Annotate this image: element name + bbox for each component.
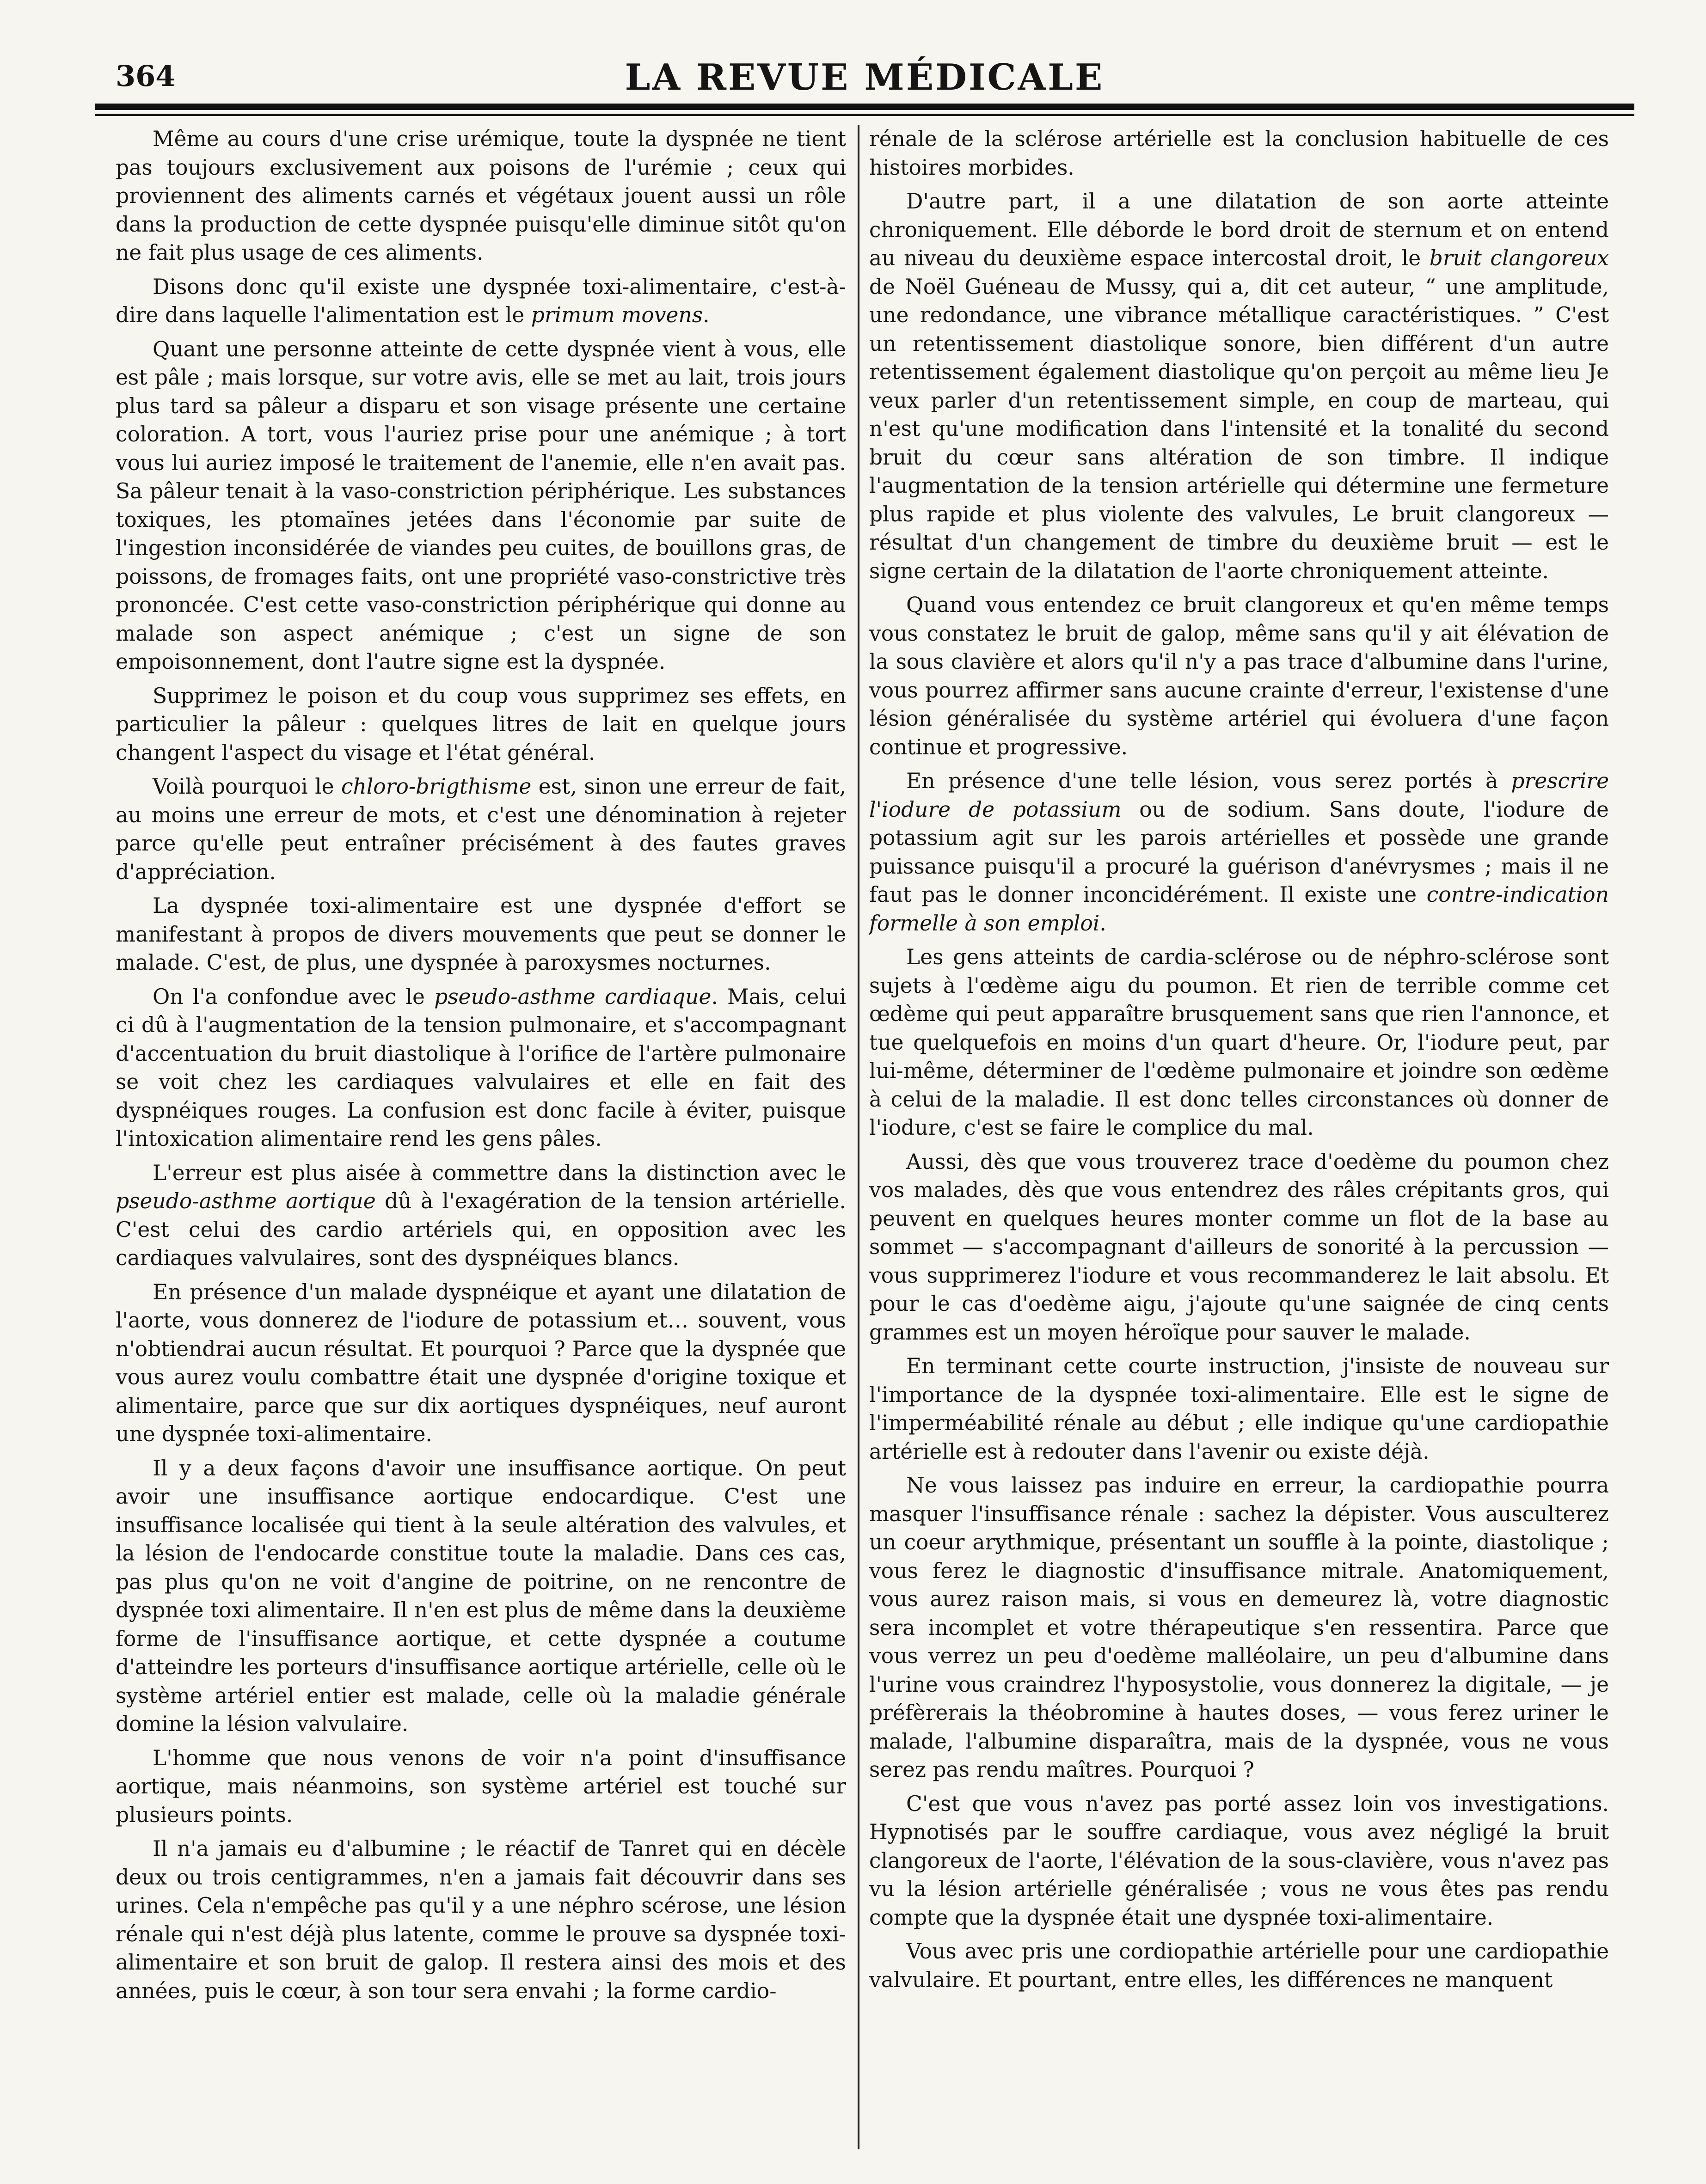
paragraph bbox=[116, 125, 846, 267]
text-run: rénale de la sclérose artérielle est la conclusion habituelle de ces histoires morbides. bbox=[869, 127, 1609, 180]
paragraph bbox=[116, 772, 846, 886]
header-rule-thick bbox=[95, 104, 1634, 110]
paragraph bbox=[869, 1471, 1609, 1784]
text-run: Il n'a jamais eu d'albumine ; le réactif de Tanret qui en décèle deux ou trois centigrammes, n'en a jamais fait découvrir dans ses urines. Cela n'empêche pas qu'il y a une néphro scérose, une lésion rénale qui n'est déjà plus latente, comme le prouve sa dyspnée toxi-alimentaire et son bruit de galop. Il restera ainsi des mois et des années, puis le cœur, à son tour sera envahi ; la forme cardio- bbox=[116, 1836, 846, 2003]
text-run: Supprimez le poison et du coup vous supprimez ses effets, en particulier la pâleur : quelques litres de lait en quelque jours changent l'aspect du visage et l'état général. bbox=[116, 683, 846, 765]
journal-title: LA REVUE MÉDICALE bbox=[625, 56, 1105, 98]
paragraph bbox=[869, 767, 1609, 937]
text-run: Quand vous entendez ce bruit clangoreux et qu'en même temps vous constatez le bruit de galop, même sans qu'il y ait élévation de la sous clavière et alors qu'il n'y a pas trace d'albumine dans l'urine, vous pourrez affirmer sans aucune crainte d'erreur, l'existense d'une lésion généralisée du système artériel qui évoluera d'une façon continue et progressive. bbox=[869, 593, 1609, 759]
paragraph bbox=[869, 125, 1609, 182]
italic-text: contre-indication formelle à son emploi bbox=[869, 882, 1609, 936]
text-run: Les gens atteints de cardia-sclérose ou de néphro-sclérose sont sujets à l'œdème aigu du poumon. Et rien de terrible comme cet œdème qui peut apparaître brusquement sans que rien l'annonce, et tue quelquefois en moins d'un quart d'heure. Or, l'iodure peut, par lui-même, déterminer de l'œdème pulmonaire et joindre son œdème à celui de la maladie. Il est donc telles circonstances où donner de l'iodure, c'est se faire le complice du mal. bbox=[869, 945, 1609, 1140]
paragraph bbox=[116, 892, 846, 977]
paragraph bbox=[116, 335, 846, 676]
text-run: L'homme que nous venons de voir n'a point d'insuffisance aortique, mais néanmoins, son système artériel est touché sur plusieurs points. bbox=[116, 1745, 846, 1827]
column-divider bbox=[858, 125, 859, 2149]
header-rule-thin bbox=[95, 114, 1634, 116]
text-run: L'erreur est plus aisée à commettre dans la distinction avec le bbox=[153, 1160, 846, 1185]
paragraph bbox=[116, 1835, 846, 2005]
text-run: de Noël Guéneau de Mussy, qui a, dit cet auteur, “ une amplitude, une redondance, une vibrance métallique caractéristiques. ” C'est un retentissement diastolique sonore, bien différent d'un autre retentissement également diastolique qu'on perçoit au même lieu Je veux parler d'un retentissement simple, en coup de marteau, qui n'est qu'une modification dans l'intensité et la tonalité du second bruit du cœur sans altération de son timbre. Il indique l'augmentation de la tension artérielle qui détermine une fermeture plus rapide et plus violente des valvules, Le bruit clangoreux — résultat d'un changement de timbre du deuxième bruit — est le signe certain de la dilatation de l'aorte chroniquement atteinte. bbox=[869, 274, 1609, 583]
right-column bbox=[869, 125, 1609, 2163]
text-run: Quant une personne atteinte de cette dyspnée vient à vous, elle est pâle ; mais lorsque, sur votre avis, elle se met au lait, trois jours plus tard sa pâleur a disparu et son visage présente une certaine coloration. A tort, vous l'auriez prise pour une anémique ; à tort vous lui auriez imposé le traitement de l'anemie, elle n'en avait pas. Sa pâleur tenait à la vaso-constriction périphérique. Les substances toxiques, les ptomaïnes jetées dans l'économie par suite de l'ingestion inconsidérée de viandes peu cuites, de bouillons gras, de poissons, de fromages faits, ont une propriété vaso-constrictive très prononcée. C'est cette vaso-constriction périphérique qui donne au malade son aspect anémique ; c'est un signe de son empoisonnement, dont l'autre signe est la dyspnée. bbox=[116, 336, 846, 674]
paragraph bbox=[869, 187, 1609, 585]
text-run: . bbox=[1099, 911, 1106, 936]
text-run: . Mais, celui ci dû à l'augmentation de la tension pulmonaire, et s'accompagnant d'accentuation du bruit diastolique à l'orifice de l'artère pulmonaire se voit chez les cardiaques valvulaires et elle en fait des dyspnéiques rouges. La confusion est donc facile à éviter, puisque l'intoxication alimentaire rend les gens pâles. bbox=[116, 984, 846, 1151]
text-run: C'est que vous n'avez pas porté assez loin vos investigations. Hypnotisés par le souffre cardiaque, vous avez négligé la bruit clangoreux de l'aorte, l'élévation de la sous-clavière, vous n'avez pas vu la lésion artérielle généralisée ; vous ne vous êtes pas rendu compte que la dyspnée était une dyspnée toxi-alimentaire. bbox=[869, 1791, 1609, 1930]
text-run: Voilà pourquoi le bbox=[153, 774, 341, 799]
text-run: Ne vous laissez pas induire en erreur, la cardiopathie pourra masquer l'insuffisance rénale : sachez la dépister. Vous ausculterez un coeur arythmique, présentant un souffle à la pointe, diastolique ; vous ferez le diagnostic d'insuffisance mitrale. Anatomiquement, vous aurez raison mais, si vous en demeurez là, votre diagnostic sera incomplet et votre thérapeutique s'en ressentira. Parce que vous verrez un peu d'oedème malléolaire, un peu d'albumine dans l'urine vous craindrez l'hyposystolie, vous donnerez la digitale, — je préfèrerais la théobromine à hautes doses, — vous ferez uriner le malade, l'albumine disparaîtra, mais de la dyspnée, vous ne vous serez pas rendu maîtres. Pourquoi ? bbox=[869, 1473, 1609, 1782]
paragraph bbox=[116, 682, 846, 767]
italic-text: primum movens bbox=[531, 303, 703, 327]
text-run: Même au cours d'une crise urémique, toute la dyspnée ne tient pas toujours exclusivement aux poisons de l'urémie ; ceux qui proviennent des aliments carnés et végétaux jouent aussi un rôle dans la production de cette dyspnée puisqu'elle diminue sitôt qu'on ne fait plus usage de ces aliments. bbox=[116, 127, 846, 265]
paragraph bbox=[869, 1352, 1609, 1466]
italic-text: pseudo-asthme cardiaque bbox=[434, 984, 712, 1009]
paragraph bbox=[869, 1790, 1609, 1932]
paragraph bbox=[869, 1148, 1609, 1347]
paragraph bbox=[116, 273, 846, 330]
italic-text: chloro-brigthisme bbox=[341, 774, 532, 799]
italic-text: bruit clangoreux bbox=[1429, 246, 1609, 270]
text-run: Disons donc qu'il existe une dyspnée toxi-alimentaire, c'est-à-dire dans laquelle l'alimentation est le bbox=[116, 274, 846, 327]
text-run: En terminant cette courte instruction, j'insiste de nouveau sur l'importance de la dyspnée toxi-alimentaire. Elle est le signe de l'imperméabilité rénale au début ; elle indique qu'une cardiopathie artérielle est à redouter dans l'avenir ou existe déjà. bbox=[869, 1354, 1609, 1464]
text-run: En présence d'un malade dyspnéique et ayant une dilatation de l'aorte, vous donnerez de l'iodure de potassium et… souvent, vous n'obtiendrai aucun résultat. Et pourquoi ? Parce que la dyspnée que vous aurez voulu combattre était une dyspnée d'origine toxique et alimentaire, parce que sur dix aortiques dyspnéiques, neuf auront une dyspnée toxi-alimentaire. bbox=[116, 1279, 846, 1446]
text-run: est, sinon une erreur de fait, au moins une erreur de mots, et c'est une dénomination à rejeter parce qu'elle peut entraîner précisément à des fautes graves d'appréciation. bbox=[116, 774, 846, 884]
paragraph bbox=[116, 1159, 846, 1272]
italic-text: prescrire l'iodure de potassium bbox=[869, 769, 1609, 822]
italic-text: pseudo-asthme aortique bbox=[116, 1189, 376, 1213]
text-run: Aussi, dès que vous trouverez trace d'oedème du poumon chez vos malades, dès que vous entendrez des râles crépitants gros, qui peuvent en quelques heures monter comme un flot de la base au sommet — s'accompagnant d'ailleurs de sonorité à la percussion — vous supprimerez l'iodure et vous recommanderez le lait absolu. Et pour le cas d'oedème aigu, j'ajoute qu'une saignée de cinq cents grammes est un moyen héroïque pour sauver le malade. bbox=[869, 1149, 1609, 1345]
text-run: dû à l'exagération de la tension artérielle. C'est celui des cardio artériels qui, en opposition avec les cardiaques valvulaires, sont des dyspnéiques blancs. bbox=[116, 1189, 846, 1270]
paragraph bbox=[116, 1278, 846, 1449]
text-run: . bbox=[703, 303, 710, 327]
text-run: Vous avec pris une cordiopathie artérielle pour une cardiopathie valvulaire. Et pourtant, entre elles, les différences ne manquent bbox=[869, 1939, 1609, 1992]
paragraph bbox=[869, 943, 1609, 1142]
paragraph bbox=[116, 1454, 846, 1738]
text-run: La dyspnée toxi-alimentaire est une dyspnée d'effort se manifestant à propos de divers mouvements que peut se donner le malade. C'est, de plus, une dyspnée à paroxysmes nocturnes. bbox=[116, 893, 846, 975]
text-run: En présence d'une telle lésion, vous serez portés à bbox=[906, 769, 1511, 793]
text-run: Il y a deux façons d'avoir une insuffisance aortique. On peut avoir une insuffisance aortique endocardique. C'est une insuffisance localisée qui tient à la seule altération des valvules, et la lésion de l'endocarde constitue toute la maladie. Dans ces cas, pas plus qu'on ne voit d'angine de poitrine, on ne rencontre de dyspnée toxi alimentaire. Il n'en est plus de même dans la deuxième forme de l'insuffisance aortique, et cette dyspnée a coutume d'atteindre les porteurs d'insuffisance aortique artérielle, celle où le système artériel entier est malade, celle où la maladie générale domine la lésion valvulaire. bbox=[116, 1456, 846, 1736]
page-number: 364 bbox=[116, 59, 176, 93]
text-run: ou de sodium. Sans doute, l'iodure de potassium agit sur les parois artérielles et possède une grande puissance puisqu'il a procuré la guérison d'anévrysmes ; mais il ne faut pas le donner inconcidérément. Il existe une bbox=[869, 797, 1609, 907]
paragraph bbox=[869, 1937, 1609, 1994]
paragraph bbox=[869, 591, 1609, 761]
left-column bbox=[116, 125, 846, 2163]
paragraph bbox=[116, 1744, 846, 1829]
page-header bbox=[116, 55, 1614, 105]
text-run: On l'a confondue avec le bbox=[153, 984, 435, 1009]
paragraph bbox=[116, 983, 846, 1153]
text-run: D'autre part, il a une dilatation de son aorte atteinte chroniquement. Elle déborde le bord droit de sternum et on entend au niveau du deuxième espace intercostal droit, le bbox=[869, 189, 1609, 270]
